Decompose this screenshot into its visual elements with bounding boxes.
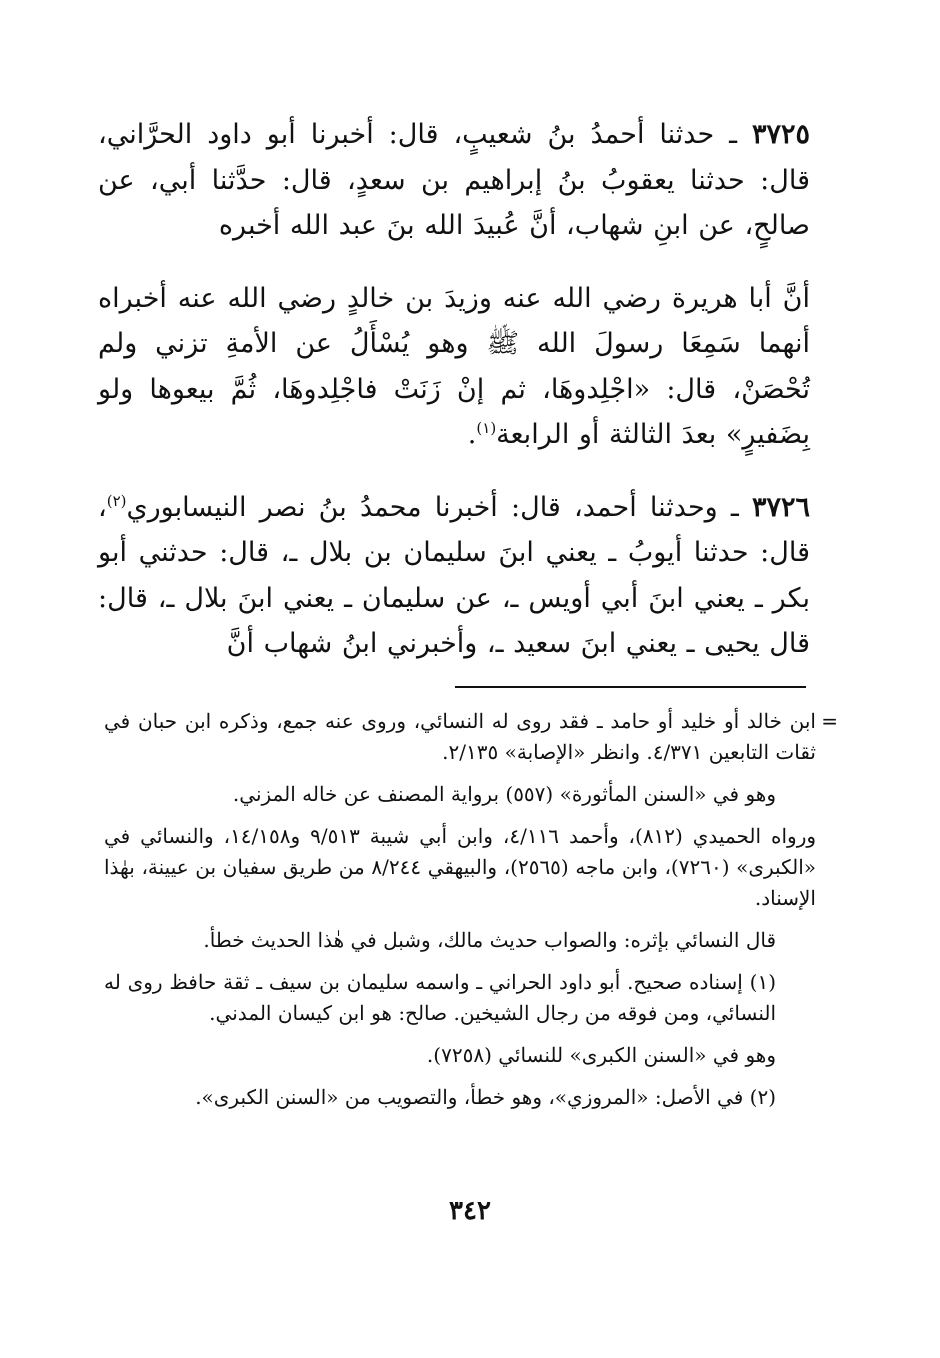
hadith-number: ٣٧٢٦	[751, 491, 810, 523]
hadith-isnad: ـ حدثنا أحمدُ بنُ شعيبٍ، قال: أخبرنا أبو داود الحرَّاني، قال: حدثنا يعقوبُ بنُ إبراهيم بن سعدٍ، قال: حدَّثنا أبي، عن صالحٍ، عن ابنِ شهاب، أنَّ عُبيدَ الله بنَ عبد الله أخبره	[98, 119, 810, 241]
footnote-2: (٢) في الأصل: «المروزي»، وهو خطأ، والتصويب من «السنن الكبرى».	[195, 1085, 776, 1109]
sentence-end: .	[467, 419, 477, 450]
footnote-text: ابن خالد أو خليد أو حامد ـ فقد روى له النسائي، وروى عنه جمع، وذكره ابن حبان في ثقات التابعين ٤/٣٧١. وانظر «الإصابة» ٢/١٣٥.	[104, 709, 816, 764]
footnote-ref-1[interactable]: (١)	[476, 419, 497, 437]
hadith-3726-chain	[98, 485, 810, 667]
hadith-isnad-part1: ـ وحدثنا أحمد، قال: أخبرنا محمدُ بنُ نصر النيسابوري	[126, 491, 752, 523]
footnotes	[104, 706, 838, 1124]
footnote-para: قال النسائي بإثره: والصواب حديث مالك، وشبل في هٰذا الحديث خطأ.	[203, 928, 776, 952]
continuation-mark: =	[821, 709, 838, 733]
hadith-matn: أنَّ أبا هريرة رضي الله عنه وزيدَ بن خالدٍ رضي الله عنه أخبراه أنهما سَمِعَا رسولَ الله ﷺ وهو يُسْأَلُ عن الأمةِ تزني ولم تُحْصَنْ، قال: «اجْلِدوهَا، ثم إنْ زَنَتْ فاجْلِدوهَا، ثُمَّ بيعوها ولو بِضَفيرٍ» بعدَ الثالثة أو الرابعة	[98, 282, 810, 450]
footnote-para: وهو في «السنن المأثورة» (٥٥٧) برواية المصنف عن خاله المزني.	[232, 782, 776, 806]
hadith-3725-text	[98, 276, 810, 458]
hadith-isnad-part2: ، قال: حدثنا أيوبُ ـ يعني ابنَ سليمان بن بلال ـ، قال: حدثني أبو بكر ـ يعني ابنَ أبي أويس ـ، عن سليمان ـ يعني ابنَ بلال ـ، قال: قال يحيى ـ يعني ابنَ سعيد ـ، وأخبرني ابنُ شهاب أنَّ	[98, 491, 810, 659]
footnote-para: وهو في «السنن الكبرى» للنسائي (٧٢٥٨).	[426, 1043, 776, 1067]
hadith-3725-chain	[98, 112, 810, 249]
main-text	[98, 112, 810, 667]
page-number: ٣٤٢	[449, 1196, 491, 1226]
footnote-separator	[455, 686, 806, 688]
footnote-continuation	[104, 706, 838, 768]
footnote-ref-2[interactable]: (٢)	[106, 491, 127, 510]
footnote-1: (١) إسناده صحيح. أبو داود الحراني ـ واسمه سليمان بن سيف ـ ثقة حافظ روى له النسائي، ومن فوقه من رجال الشيخين. صالح: هو ابن كيسان المدني.	[104, 970, 776, 1025]
footnote-para: ورواه الحميدي (٨١٢)، وأحمد ٤/١١٦، وابن أبي شيبة ٩/٥١٣ و١٤/١٥٨، والنسائي في «الكبرى» (٧٢٦٠)، وابن ماجه (٢٥٦٥)، والبيهقي ٨/٢٤٤ من طريق سفيان بن عيينة، بهٰذا الإسناد.	[104, 824, 817, 910]
hadith-number: ٣٧٢٥	[751, 119, 810, 150]
